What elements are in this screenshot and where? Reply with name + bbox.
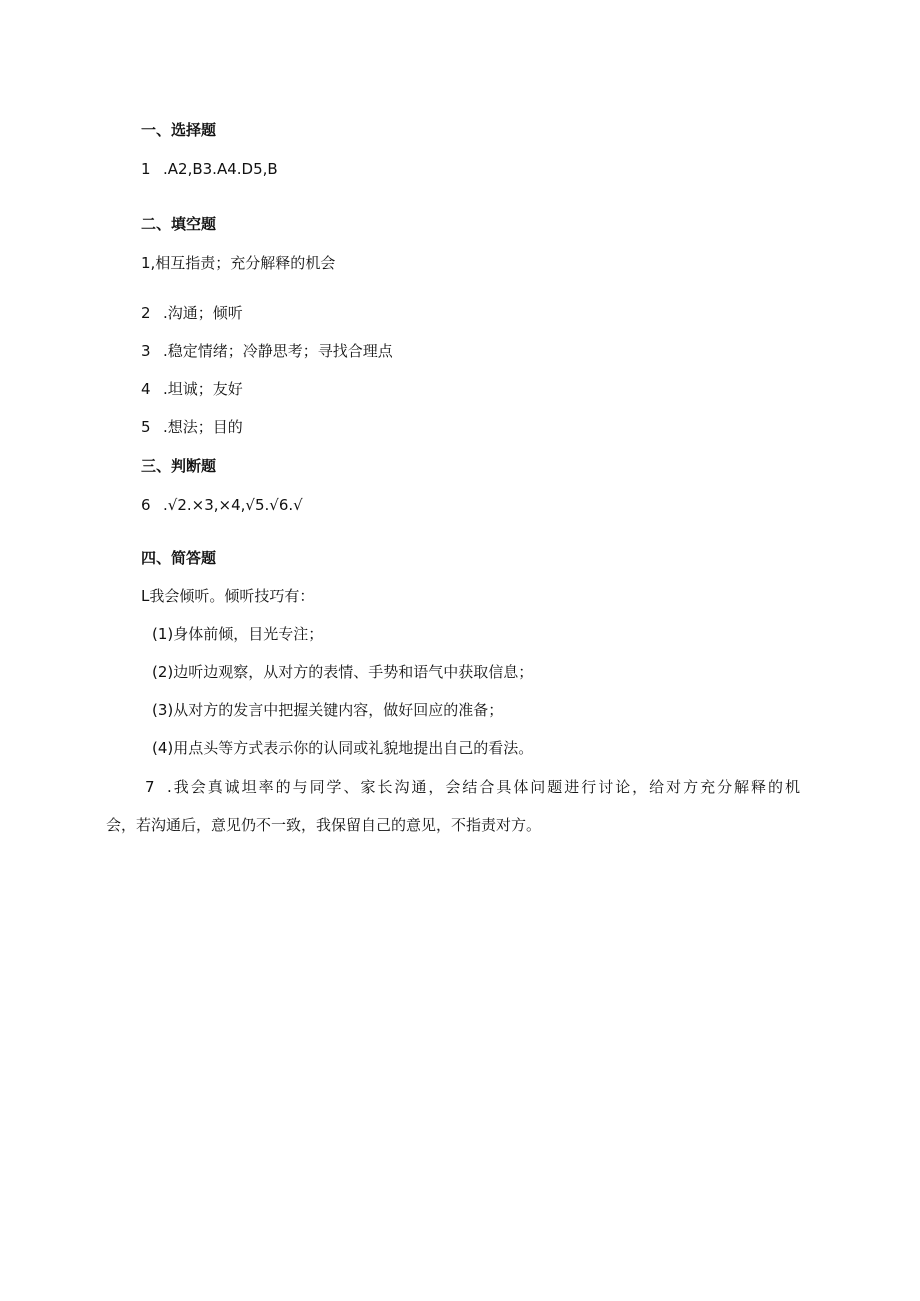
section-heading-choice: 一、选择题 [141,121,217,139]
fill-item-2-number: 2 [141,304,151,322]
fill-item-5-text: .想法；目的 [163,418,243,436]
section-heading-fill: 二、填空题 [141,215,217,233]
listening-tip-2: (2)边听边观察，从对方的表情、手势和语气中获取信息； [152,663,534,681]
fill-item-4 [141,379,243,399]
short-q2-number: 7 [145,778,155,796]
fill-item-2 [141,303,243,323]
listening-tip-1: (1)身体前倾，目光专注； [152,625,324,643]
fill-item-1: 1,相互指责；充分解释的机会 [141,254,336,272]
section-heading-short: 四、简答题 [141,549,217,567]
fill-item-5-number: 5 [141,418,151,436]
fill-item-4-number: 4 [141,380,151,398]
fill-item-5 [141,417,243,437]
short-q1-intro: L我会倾听。倾听技巧有： [141,587,315,605]
fill-item-3-number: 3 [141,342,151,360]
short-q2-line-1 [145,777,800,797]
judge-answers-text: .√2.×3,×4,√5.√6.√ [163,496,303,514]
judge-answers-number: 6 [141,496,151,514]
fill-item-2-text: .沟通；倾听 [163,304,243,322]
listening-tip-3: (3)从对方的发言中把握关键内容，做好回应的准备； [152,701,504,719]
choice-answers-text: .A2,B3.A4.D5,B [163,160,278,178]
short-q2-line-1-text: .我会真诚坦率的与同学、家长沟通，会结合具体问题进行讨论，给对方充分解释的机 [167,778,800,796]
listening-tip-4: (4)用点头等方式表示你的认同或礼貌地提出自己的看法。 [152,739,534,757]
judge-answers [141,495,303,515]
choice-answers [141,159,278,179]
section-heading-judge: 三、判断题 [141,457,217,475]
fill-item-3 [141,341,393,361]
short-q2-line-2: 会，若沟通后，意见仍不一致，我保留自己的意见，不指责对方。 [106,816,542,834]
choice-answers-number: 1 [141,160,151,178]
fill-item-4-text: .坦诚；友好 [163,380,243,398]
fill-item-3-text: .稳定情绪；冷静思考；寻找合理点 [163,342,393,360]
